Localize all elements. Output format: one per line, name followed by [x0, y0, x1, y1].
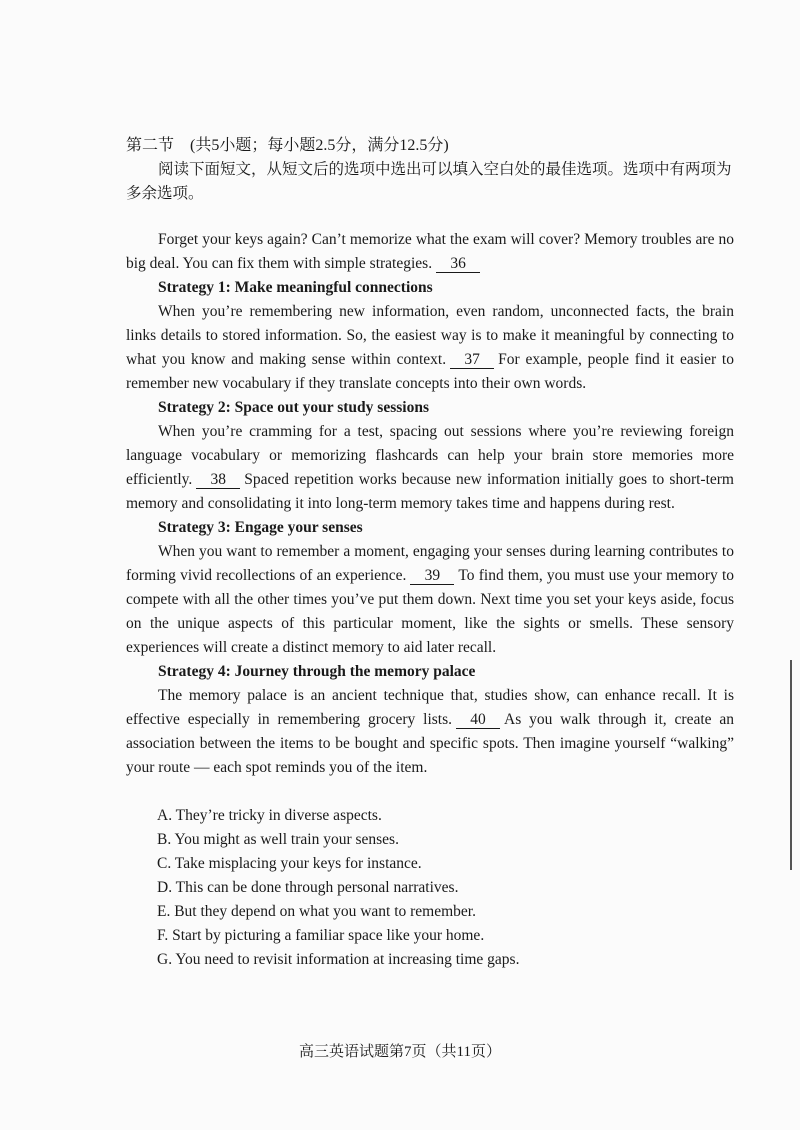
option-g: G. You need to revisit information at increasing time gaps.: [157, 951, 520, 968]
blank-38: 38: [196, 472, 240, 489]
scan-edge-mark: [790, 660, 792, 870]
strategy-1-title: Strategy 1: Make meaningful connections: [158, 279, 433, 296]
strategy-2-title: Strategy 2: Space out your study sessions: [158, 399, 429, 416]
option-f: F. Start by picturing a familiar space like your home.: [157, 927, 485, 944]
strategy-4-paragraph: The memory palace is an ancient technique that, studies show, can enhance recall. It is effective especially in remembering grocery lists. 40 As you walk through it, create an association between the items to be bought and specific spots. Then imagine yourself “walking” your route — each spot reminds you of the item.: [126, 687, 734, 776]
blank-39: 39: [410, 568, 454, 585]
option-b: B. You might as well train your senses.: [157, 831, 399, 848]
option-c: C. Take misplacing your keys for instance.: [157, 855, 422, 872]
option-a: A. They’re tricky in diverse aspects.: [157, 807, 382, 824]
strategy-2-paragraph: When you’re cramming for a test, spacing out sessions where you’re reviewing foreign language vocabulary or memorizing flashcards can help your brain store memories more efficiently. 38 Spaced repetition works because new information initially goes to short-term memory and consolidating it into long-term memory takes time and happens during rest.: [126, 423, 734, 512]
strategy-3-title: Strategy 3: Engage your senses: [158, 519, 363, 536]
strategy-1-paragraph: When you’re remembering new information, even random, unconnected facts, the brain links details to stored information. So, the easiest way is to make it meaningful by connecting to what you know and making sense within context. 37 For example, people find it easier to remember new vocabulary if they translate concepts into their own words.: [126, 303, 734, 392]
page-footer: 高三英语试题第7页（共11页）: [299, 1044, 501, 1060]
blank-40: 40: [456, 712, 500, 729]
option-e: E. But they depend on what you want to remember.: [157, 903, 476, 920]
strategy-3-paragraph: When you want to remember a moment, engaging your senses during learning contributes to forming vivid recollections of an experience. 39 To find them, you must use your memory to compete with all the other times you’ve put them down. Next time you set your keys aside, focus on the unique aspects of this particular moment, like the sights or smells. These sensory experiences will create a distinct memory to aid later recall.: [126, 543, 734, 656]
section-instruction: 阅读下面短文，从短文后的选项中选出可以填入空白处的最佳选项。选项中有两项为多余选项。: [126, 161, 732, 202]
blank-37: 37: [450, 352, 494, 369]
strategy-4-title: Strategy 4: Journey through the memory palace: [158, 663, 476, 680]
reading-passage: [126, 228, 734, 780]
answer-options: [157, 804, 519, 972]
intro-paragraph: Forget your keys again? Can’t memorize what the exam will cover? Memory troubles are no big deal. You can fix them with simple strategies. 36: [126, 231, 734, 272]
section-heading: 第二节 (共5小题；每小题2.5分，满分12.5分): [126, 137, 449, 154]
blank-36: 36: [436, 256, 480, 273]
option-d: D. This can be done through personal narratives.: [157, 879, 459, 896]
